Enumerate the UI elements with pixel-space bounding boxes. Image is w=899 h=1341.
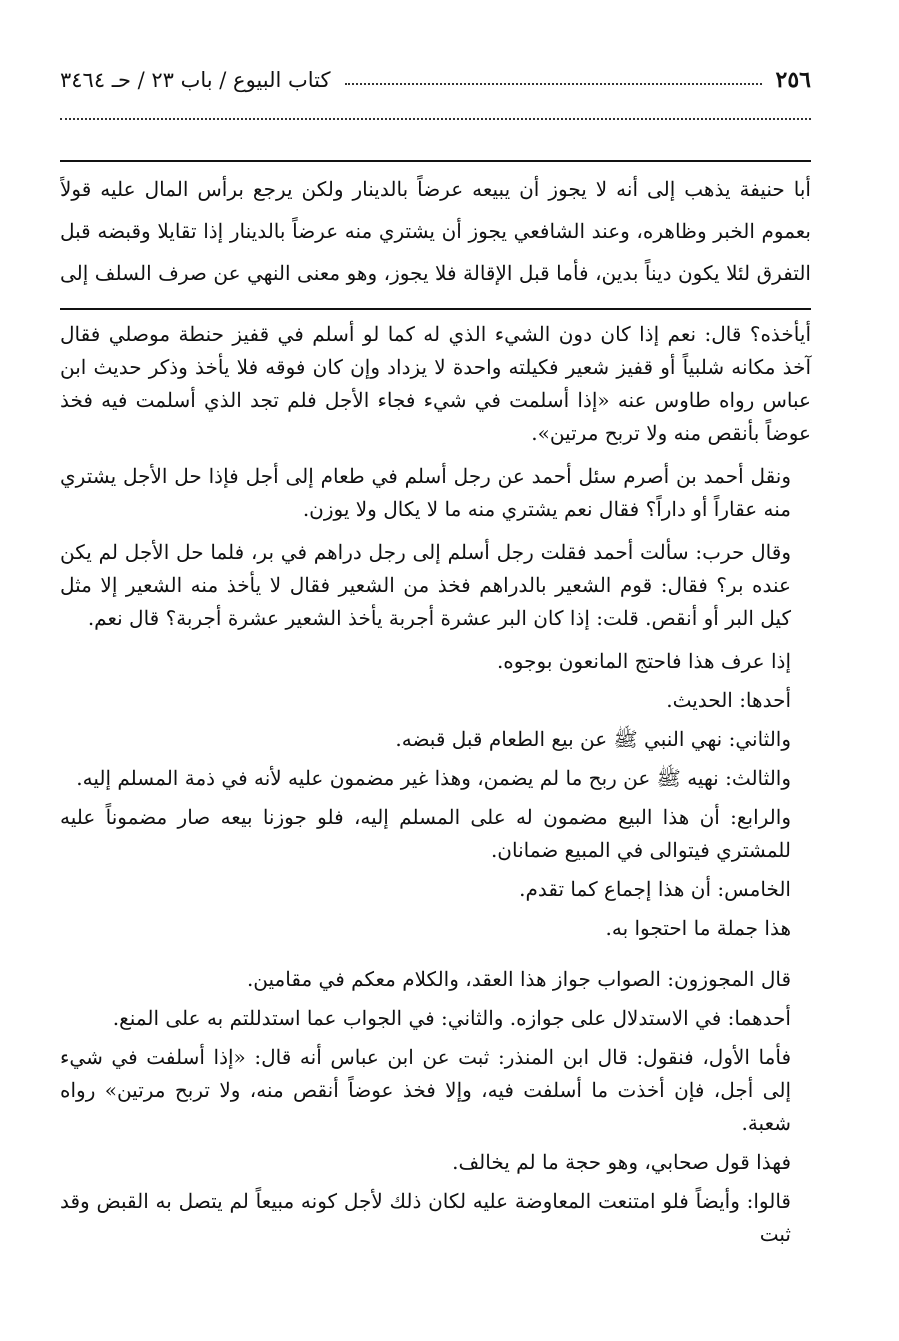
paragraph: وقال حرب: سألت أحمد فقلت رجل أسلم إلى رجل دراهم في بر، فلما حل الأجل لم يكن عنده بر؟ فقال: قوم الشعير بالدراهم فخذ من الشعير فقال لا يأخذ منه الشعير إلا مثل كيل البر أو أنقص. قلت: إذا كان البر عشرة أجربة يأخذ الشعير عشرة أجربة؟ قال نعم. (60, 540, 791, 630)
paragraph: والثاني: نهي النبي ﷺ عن بيع الطعام قبل قبضه. (395, 727, 791, 751)
paragraph: قالوا: وأيضاً فلو امتنعت المعاوضة عليه لكان ذلك لأجل كونه مبيعاً لم يتصل به القبض وقد ثبت (60, 1189, 791, 1246)
commentary-line: التفرق لئلا يكون ديناً بدين، فأما قبل الإقالة فلا يجوز، وهو معنى النهي عن صرف السلف إلى (60, 261, 811, 285)
paragraph: فهذا قول صحابي، وهو حجة ما لم يخالف. (452, 1150, 791, 1174)
paragraph: أحدهما: في الاستدلال على جوازه. والثاني: في الجواب عما استدللتم به على المنع. (112, 1006, 791, 1030)
commentary-top-rule (60, 160, 811, 162)
paragraph: فأما الأول، فنقول: قال ابن المنذر: ثبت عن ابن عباس أنه قال: «إذا أسلفت في شيء إلى أجل، فإن أخذت ما أسلفت فيه، وإلا فخذ عوضاً أنقص منه، ولا تربح مرتين» رواه شعبة. (60, 1045, 791, 1135)
paragraph: والثالث: نهيه ﷺ عن ربح ما لم يضمن، وهذا غير مضمون عليه لأنه في ذمة المسلم إليه. (76, 766, 791, 790)
page-number: ٢٥٦ (775, 67, 811, 93)
paragraph: ونقل أحمد بن أصرم سئل أحمد عن رجل أسلم في طعام إلى أجل فإذا حل الأجل يشتري منه عقاراً أو داراً؟ فقال نعم يشتري منه ما لا يكال ولا يوزن. (60, 464, 791, 521)
paragraph: أحدها: الحديث. (666, 688, 791, 712)
paragraph: قال المجوزون: الصواب جواز هذا العقد، والكلام معكم في مقامين. (246, 967, 791, 991)
paragraph: والرابع: أن هذا البيع مضمون له على المسلم إليه، فلو جوزنا بيعه صار مضموناً عليه للمشتري فيتوالى في المبيع ضمانان. (60, 805, 791, 862)
header-dotted-leader (345, 83, 762, 85)
commentary-bottom-rule (60, 308, 811, 310)
paragraph: أيأخذه؟ قال: نعم إذا كان دون الشيء الذي له كما لو أسلم في قفيز حنطة موصلي فقال آخذ مكانه شلبياً أو قفيز شعير فكيلته واحدة لا يزداد وإن كان فوقه فلا يأخذ وذكر حديث ابن عباس رواه طاوس عنه «إذا أسلمت في شيء فجاء الأجل فلم تجد الذي أسلمت فيه فخذ عوضاً بأنقص منه ولا تربح مرتين». (60, 322, 812, 445)
paragraph: إذا عرف هذا فاحتج المانعون بوجوه. (496, 649, 791, 673)
paragraph: الخامس: أن هذا إجماع كما تقدم. (519, 877, 791, 901)
continuation-dots (60, 118, 811, 120)
commentary-block (60, 168, 811, 294)
commentary-line: أبا حنيفة يذهب إلى أنه لا يجوز أن يبيعه عرضاً بالدينار ولكن يرجع برأس المال عليه قولاً (60, 177, 811, 201)
main-text (60, 318, 811, 1257)
running-title: كتاب البيوع / باب ٢٣ / حـ ٣٤٦٤ (60, 68, 331, 92)
page-header (60, 62, 811, 98)
paragraph: هذا جملة ما احتجوا به. (605, 916, 791, 940)
commentary-line: بعموم الخبر وظاهره، وعند الشافعي يجوز أن يشتري منه عرضاً بالدينار إذا تقايلا وقبضه قبل (60, 219, 811, 243)
